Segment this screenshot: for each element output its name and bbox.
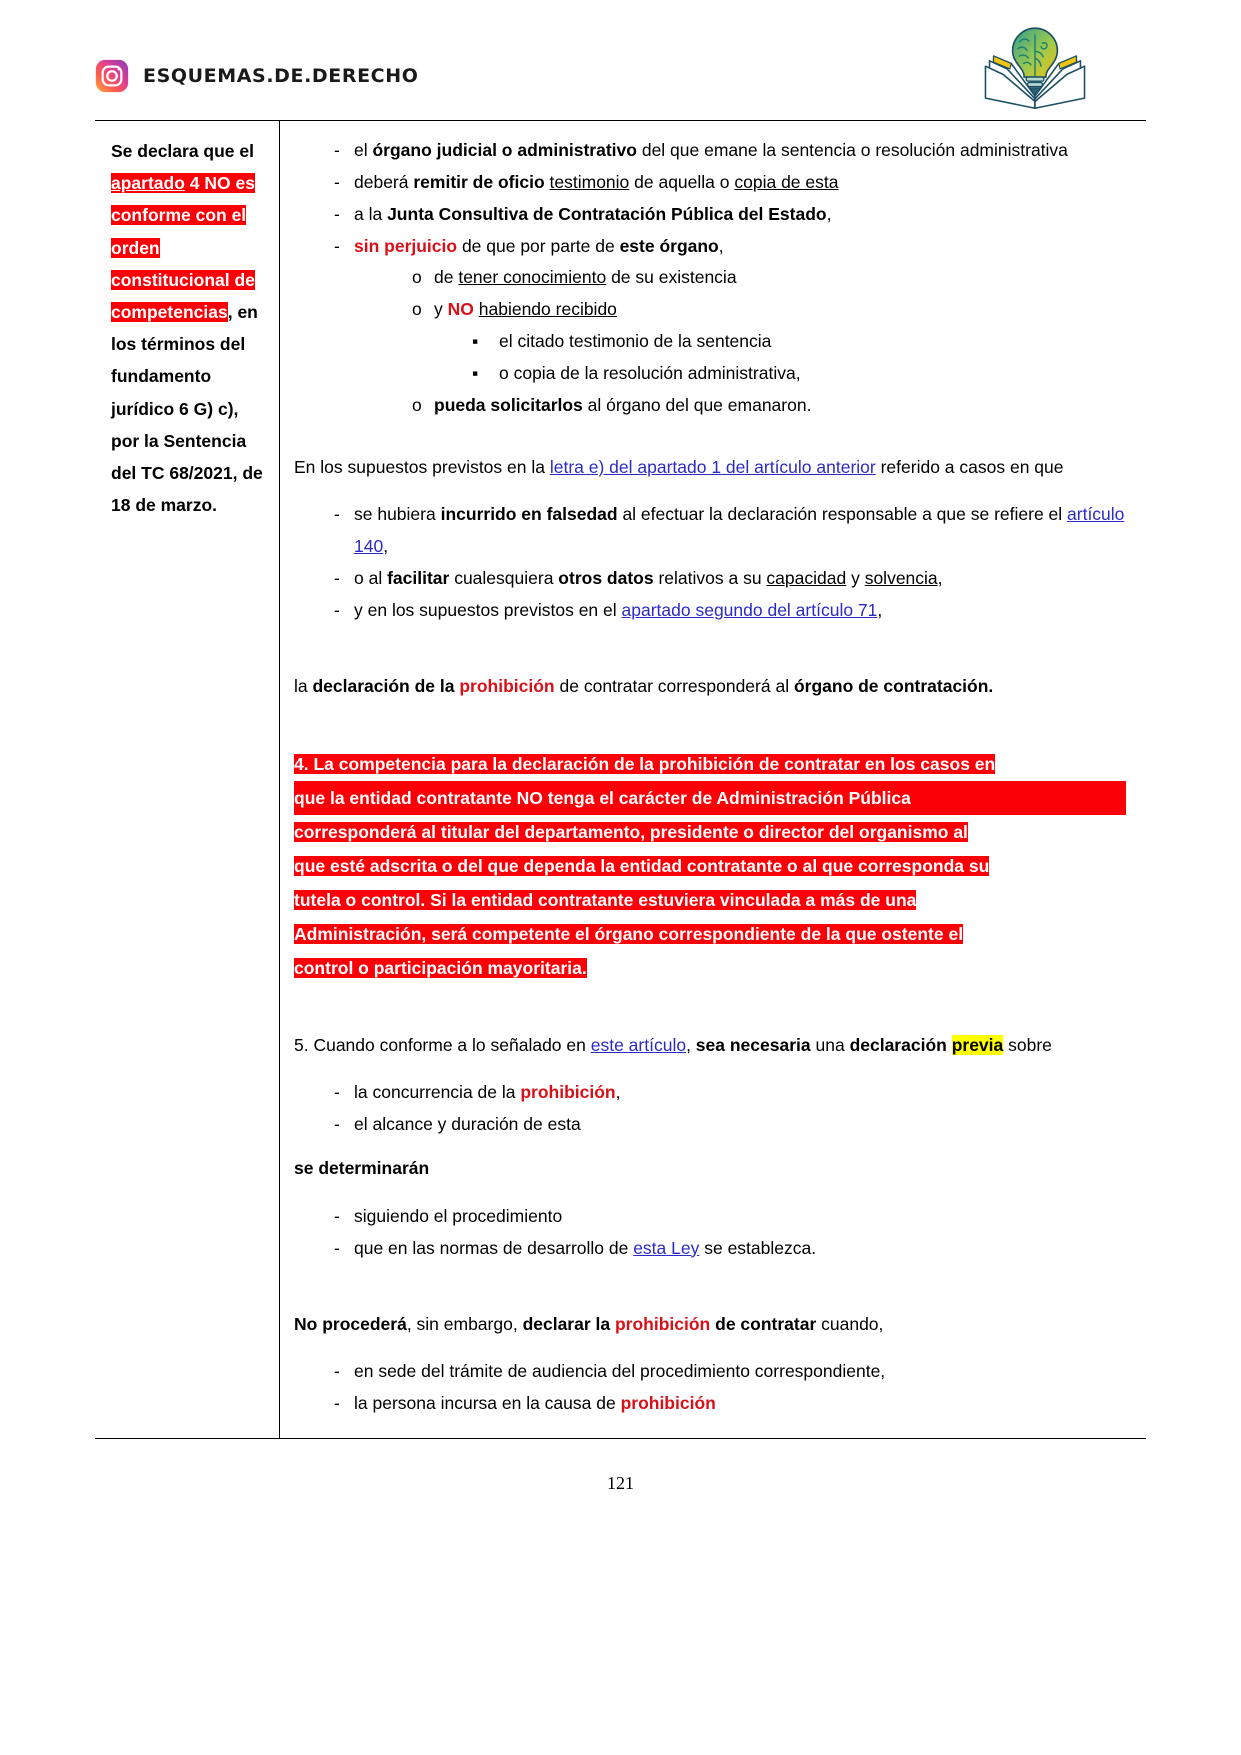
text-run-bold: pueda solicitarlos bbox=[434, 394, 583, 415]
text-run-red: prohibición bbox=[520, 1082, 616, 1103]
text-run: , bbox=[615, 1082, 621, 1103]
text-run: de que por parte de bbox=[457, 235, 620, 256]
text-run: , bbox=[718, 235, 724, 256]
list-item-text: en sede del trámite de audiencia del procedimiento correspondiente, bbox=[354, 1361, 886, 1382]
list-item-text bbox=[354, 199, 1126, 231]
bullet-dash-icon: - bbox=[334, 1237, 340, 1258]
text-run-bold: de contratar bbox=[710, 1313, 817, 1334]
text-run-bold: facilitar bbox=[387, 568, 450, 589]
text-run: cualesquiera bbox=[449, 568, 559, 589]
list-item bbox=[294, 262, 1126, 294]
list-sub-square bbox=[294, 326, 1126, 390]
text-run-bold: declaración de la bbox=[312, 675, 460, 696]
list-item bbox=[294, 563, 1126, 595]
page-number: 121 bbox=[607, 1473, 634, 1494]
list-top bbox=[294, 135, 1126, 262]
text-run: , bbox=[826, 203, 832, 224]
text-run: al efectuar la declaración responsable a que se refiere el bbox=[617, 504, 1068, 525]
text-run: a la bbox=[354, 203, 388, 224]
text-run: relativos a su bbox=[653, 568, 767, 589]
red-block-line: Administración, será competente el órgano correspondiente de la que ostente el bbox=[294, 924, 964, 945]
bullet-dash-icon: - bbox=[334, 1082, 340, 1103]
list-determinaran bbox=[294, 1201, 1126, 1265]
list-cinco bbox=[294, 1077, 1126, 1141]
text-run: y en los supuestos previstos en el bbox=[354, 599, 622, 620]
list-item-text bbox=[354, 499, 1126, 563]
bullet-dash-icon: - bbox=[334, 599, 340, 620]
table-cell-left-note bbox=[95, 121, 280, 1438]
list-item-text bbox=[354, 167, 1126, 199]
bullet-dash-icon: - bbox=[334, 1114, 340, 1135]
text-run: y bbox=[846, 568, 865, 589]
text-run: de bbox=[434, 267, 459, 288]
text-run: se establezca. bbox=[699, 1237, 817, 1258]
left-note-text bbox=[111, 135, 263, 521]
spacer bbox=[294, 483, 1126, 499]
text-run-red: prohibición bbox=[459, 675, 555, 696]
text-run: , bbox=[686, 1034, 696, 1055]
text-run: referido a casos en que bbox=[875, 456, 1064, 477]
list-item bbox=[294, 326, 1126, 358]
text-run: , sin embargo, bbox=[406, 1313, 523, 1334]
list-item bbox=[294, 1356, 1126, 1388]
lightbulb-brain-book-logo-icon bbox=[976, 16, 1094, 111]
list-item-text: el alcance y duración de esta bbox=[354, 1114, 581, 1135]
link-esta-ley[interactable]: esta Ley bbox=[633, 1237, 700, 1258]
red-block-line: corresponderá al titular del departamento, presidente o director del organismo al bbox=[294, 821, 968, 842]
text-run: cuando, bbox=[816, 1313, 884, 1334]
list-item bbox=[294, 390, 1126, 422]
brand-name: ESQUEMAS.DE.DERECHO bbox=[143, 65, 419, 87]
bullet-dash-icon: - bbox=[334, 1361, 340, 1382]
list-item bbox=[294, 499, 1126, 563]
text-run-underline: copia de esta bbox=[734, 171, 839, 192]
text-run: En los supuestos previstos en la bbox=[294, 456, 550, 477]
list-item bbox=[294, 1077, 1126, 1109]
list-item-text bbox=[354, 1233, 1126, 1265]
link-articulo-140[interactable]: artículo 140 bbox=[354, 504, 1125, 557]
list-sub-o-last bbox=[294, 390, 1126, 422]
text-run-red: prohibición bbox=[614, 1313, 711, 1334]
text-run: una bbox=[810, 1034, 850, 1055]
text-run: o al bbox=[354, 568, 388, 589]
text-run-bold: remitir de oficio bbox=[413, 171, 545, 192]
spacer bbox=[294, 1340, 1126, 1356]
list-item-text: el citado testimonio de la sentencia bbox=[499, 331, 772, 352]
spacer bbox=[294, 1185, 1126, 1201]
list-item-text bbox=[354, 1388, 1126, 1420]
text-run: de su existencia bbox=[606, 267, 737, 288]
text-run-underline: capacidad bbox=[766, 568, 847, 589]
list-item bbox=[294, 1388, 1126, 1420]
paragraph-declaracion bbox=[294, 671, 1126, 703]
text-run-underline: tener conocimiento bbox=[458, 267, 607, 288]
text-run-bold: declarar la bbox=[522, 1313, 615, 1334]
red-block-line: control o participación mayoritaria. bbox=[294, 958, 587, 979]
text-run: la persona incursa en la causa de bbox=[354, 1393, 621, 1414]
link-letra-e-apartado-1[interactable]: letra e) del apartado 1 del artículo anterior bbox=[549, 456, 876, 477]
list-item bbox=[294, 167, 1126, 199]
list-item-text bbox=[354, 563, 1126, 595]
text-run-red: NO bbox=[447, 299, 474, 320]
list-item bbox=[294, 1109, 1126, 1141]
list-item bbox=[294, 595, 1126, 627]
paragraph-cinco bbox=[294, 1030, 1126, 1062]
list-item bbox=[294, 199, 1126, 231]
list-item-text bbox=[354, 135, 1126, 167]
text-run: , bbox=[877, 599, 883, 620]
text-run: , bbox=[937, 568, 943, 589]
text-run-underline: solvencia bbox=[864, 568, 938, 589]
text-run-bold: órgano judicial o administrativo bbox=[372, 140, 637, 160]
bullet-dash-icon: - bbox=[334, 1393, 340, 1414]
red-block-line: 4. La competencia para la declaración de la prohibición de contratar en los casos en bbox=[294, 753, 996, 774]
text-run: deberá bbox=[354, 171, 414, 192]
text-run-bold: Junta Consultiva de Contratación Pública del Estado bbox=[387, 203, 827, 224]
bullet-circle-icon: o bbox=[412, 299, 422, 320]
left-note-prefix: Se declara que el bbox=[111, 141, 254, 161]
left-note-suffix: , en los términos del fundamento jurídico 6 G) c), por la Sentencia del TC 68/2021, de 18 de marzo. bbox=[111, 301, 263, 516]
text-run: y bbox=[434, 299, 448, 320]
text-run-bold: sea necesaria bbox=[695, 1034, 811, 1055]
list-item bbox=[294, 294, 1126, 326]
bullet-square-icon: ▪ bbox=[472, 362, 479, 383]
list-no-procedera bbox=[294, 1356, 1126, 1420]
text-run: se hubiera bbox=[354, 504, 441, 525]
table-cell-right-content bbox=[280, 121, 1146, 1438]
spacer bbox=[294, 1061, 1126, 1077]
list-item bbox=[294, 358, 1126, 390]
red-block-line: que esté adscrita o del que dependa la entidad contratante o al que corresponda su bbox=[294, 856, 990, 877]
text-run-underline: testimonio bbox=[549, 171, 630, 192]
bullet-dash-icon: - bbox=[334, 140, 340, 160]
text-run: al órgano del que emanaron. bbox=[582, 394, 812, 415]
text-run: el bbox=[354, 140, 373, 160]
text-run-red: prohibición bbox=[620, 1393, 716, 1414]
text-run-bold: declaración bbox=[849, 1034, 952, 1055]
list-item bbox=[294, 1201, 1126, 1233]
list-item-text bbox=[434, 294, 1126, 326]
spacer bbox=[294, 627, 1126, 671]
red-block-line: que la entidad contratante NO tenga el carácter de Administración Pública bbox=[294, 781, 1126, 815]
text-run: 5. Cuando conforme a lo señalado en bbox=[294, 1034, 591, 1055]
bullet-dash-icon: - bbox=[334, 568, 340, 589]
red-block-line: tutela o control. Si la entidad contratante estuviera vinculada a más de una bbox=[294, 890, 917, 911]
spacer bbox=[294, 986, 1126, 1030]
bullet-circle-icon: o bbox=[412, 267, 422, 288]
spacer bbox=[294, 1265, 1126, 1309]
list-item-text: o copia de la resolución administrativa, bbox=[499, 362, 801, 383]
spacer bbox=[294, 422, 1126, 452]
bullet-square-icon: ▪ bbox=[472, 331, 479, 352]
text-run: de aquella o bbox=[629, 171, 735, 192]
list-item-text bbox=[354, 595, 1126, 627]
text-run: de contratar corresponderá al bbox=[554, 675, 794, 696]
text-run: que en las normas de desarrollo de bbox=[354, 1237, 634, 1258]
heading-se-determinaran: se determinarán bbox=[294, 1158, 430, 1179]
list-item bbox=[294, 231, 1126, 263]
text-run-bold: No procederá bbox=[294, 1313, 407, 1334]
text-run-underline: habiendo recibido bbox=[478, 299, 617, 320]
bullet-dash-icon: - bbox=[334, 504, 340, 525]
text-run-bold: este órgano bbox=[619, 235, 719, 256]
text-run: del que emane la sentencia o resolución administrativa bbox=[636, 140, 1068, 160]
page-header bbox=[0, 0, 1241, 120]
left-note-highlight-underlined: apartado bbox=[111, 173, 185, 194]
paragraph-no-procedera bbox=[294, 1309, 1126, 1341]
paragraph-supuestos bbox=[294, 452, 1126, 484]
list-item-text bbox=[354, 231, 1126, 263]
spacer bbox=[294, 703, 1126, 747]
text-run: la bbox=[294, 675, 313, 696]
bullet-dash-icon: - bbox=[334, 171, 340, 192]
bullet-dash-icon: - bbox=[334, 203, 340, 224]
list-sub-o bbox=[294, 262, 1126, 326]
bullet-dash-icon: - bbox=[334, 1205, 340, 1226]
instagram-icon bbox=[95, 59, 129, 93]
list-supuestos bbox=[294, 499, 1126, 626]
list-item-text: siguiendo el procedimiento bbox=[354, 1205, 563, 1226]
text-run-bold: órgano de contratación. bbox=[793, 675, 994, 696]
bullet-circle-icon: o bbox=[412, 394, 422, 415]
left-note-highlight-rest: 4 NO es conforme con el orden constitucional de competencias bbox=[111, 173, 255, 322]
text-run-bold: otros datos bbox=[558, 568, 654, 589]
link-este-articulo[interactable]: este artículo bbox=[590, 1034, 687, 1055]
text-run: sobre bbox=[1003, 1034, 1052, 1055]
bullet-dash-icon: - bbox=[334, 235, 340, 256]
text-run-red: sin perjuicio bbox=[354, 235, 458, 256]
text-run-bold: incurrido en falsedad bbox=[440, 504, 618, 525]
brand-block bbox=[95, 59, 418, 93]
list-item-text bbox=[354, 1077, 1126, 1109]
highlighted-red-block bbox=[294, 747, 1126, 986]
text-run: la concurrencia de la bbox=[354, 1082, 521, 1103]
text-run: , bbox=[383, 536, 389, 557]
list-item bbox=[294, 135, 1126, 167]
list-item-text bbox=[434, 262, 1126, 294]
link-apartado-segundo-articulo-71[interactable]: apartado segundo del artículo 71 bbox=[621, 599, 878, 620]
text-run-yellow-highlight: previa bbox=[951, 1034, 1004, 1055]
list-item bbox=[294, 1233, 1126, 1265]
content-table bbox=[95, 120, 1146, 1439]
list-item-text bbox=[434, 390, 1126, 422]
